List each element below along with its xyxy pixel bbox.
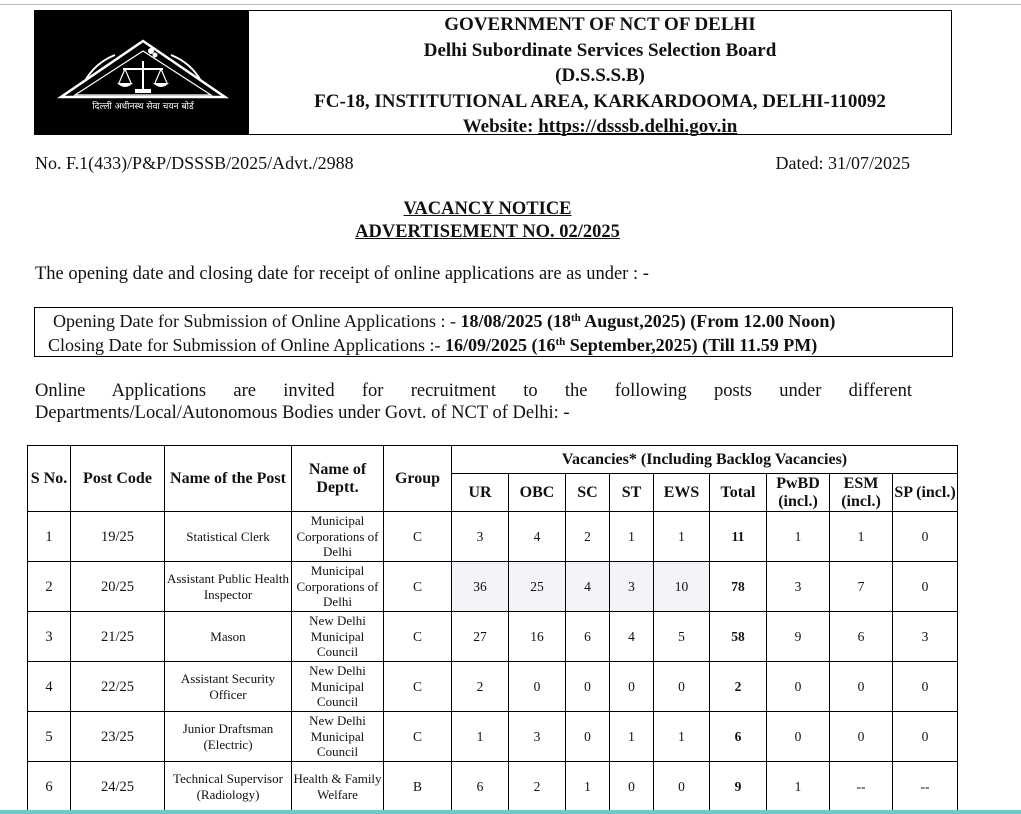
cell-obc: 4 (509, 512, 566, 562)
letterhead (34, 10, 952, 135)
cell-obc: 16 (509, 612, 566, 662)
vacancy-notice-title: VACANCY NOTICE (403, 199, 572, 219)
cell-sno: 6 (28, 762, 71, 812)
cell-sc: 0 (566, 662, 610, 712)
cell-ews: 1 (654, 512, 710, 562)
cell-esm: -- (830, 762, 893, 812)
cell-code: 22/25 (71, 662, 165, 712)
cell-sc: 0 (566, 712, 610, 762)
cell-sno: 4 (28, 662, 71, 712)
header-ews: EWS (654, 474, 710, 512)
cell-sp: 0 (893, 712, 958, 762)
cell-total: 11 (710, 512, 767, 562)
header-sp: SP (incl.) (893, 474, 958, 512)
cell-sno: 1 (28, 512, 71, 562)
header-total: Total (710, 474, 767, 512)
cell-pwbd: 1 (767, 762, 830, 812)
cell-st: 3 (610, 562, 654, 612)
vacancy-table (27, 445, 958, 812)
header-vacancies: Vacancies* (Including Backlog Vacancies) (452, 446, 958, 474)
cell-deptt: Health & Family Welfare (292, 762, 384, 812)
cell-total: 9 (710, 762, 767, 812)
notice-date: Dated: 31/07/2025 (775, 153, 910, 173)
header-post-code: Post Code (71, 446, 165, 512)
cell-st: 4 (610, 612, 654, 662)
cell-obc: 2 (509, 762, 566, 812)
board-name: Delhi Subordinate Services Selection Board (423, 39, 777, 61)
cell-code: 23/25 (71, 712, 165, 762)
cell-code: 21/25 (71, 612, 165, 662)
closing-date-row (35, 334, 952, 358)
cell-post: Technical Supervisor (Radiology) (165, 762, 292, 812)
cell-st: 1 (610, 512, 654, 562)
table-row (28, 662, 958, 712)
cell-esm: 0 (830, 662, 893, 712)
cell-pwbd: 0 (767, 712, 830, 762)
cell-ur: 1 (452, 712, 509, 762)
bottom-rule (0, 810, 1021, 814)
table-row (28, 762, 958, 812)
logo-motto: दिल्ली अधीनस्थ सेवा चयन बोर्ड (92, 102, 194, 112)
cell-st: 0 (610, 662, 654, 712)
cell-group: C (384, 562, 452, 612)
opening-label: Opening Date for Submission of Online Applications : - (53, 311, 456, 331)
cell-post: Mason (165, 612, 292, 662)
table-row (28, 562, 958, 612)
cell-deptt: Municipal Corporations of Delhi (292, 512, 384, 562)
invitation-paragraph (35, 380, 912, 424)
cell-group: C (384, 612, 452, 662)
cell-deptt: New Delhi Municipal Council (292, 662, 384, 712)
intro-text: The opening date and closing date for receipt of online applications are as under : - (35, 264, 649, 284)
header-st: ST (610, 474, 654, 512)
reference-number: No. F.1(433)/P&P/DSSSB/2025/Advt./2988 (35, 153, 354, 173)
header-group: Group (384, 446, 452, 512)
paragraph-line-1: Online Applications are invited for recruitment to the following posts under different (35, 381, 912, 401)
cell-obc: 25 (509, 562, 566, 612)
cell-total: 78 (710, 562, 767, 612)
cell-ews: 0 (654, 662, 710, 712)
cell-deptt: New Delhi Municipal Council (292, 712, 384, 762)
cell-post: Statistical Clerk (165, 512, 292, 562)
cell-pwbd: 0 (767, 662, 830, 712)
cell-ews: 5 (654, 612, 710, 662)
advertisement-number: ADVERTISEMENT NO. 02/2025 (355, 221, 620, 242)
header-sno: S No. (28, 446, 71, 512)
cell-post: Assistant Security Officer (165, 662, 292, 712)
cell-ur: 3 (452, 512, 509, 562)
board-address: FC-18, INSTITUTIONAL AREA, KARKARDOOMA, DELHI-110092 (314, 90, 886, 112)
website-link[interactable]: https://dsssb.delhi.gov.in (538, 116, 738, 137)
cell-sp: 0 (893, 662, 958, 712)
header-department: Name of Deptt. (292, 446, 384, 512)
cell-sno: 2 (28, 562, 71, 612)
website-line (249, 114, 951, 140)
application-dates-box (34, 307, 953, 357)
opening-date: 18/08/2025 (18th August,2025) (From 12.00 Noon) (460, 311, 836, 331)
cell-sp: -- (893, 762, 958, 812)
cell-total: 6 (710, 712, 767, 762)
cell-ur: 36 (452, 562, 509, 612)
letterhead-text (249, 11, 951, 137)
cell-ur: 27 (452, 612, 509, 662)
cell-pwbd: 9 (767, 612, 830, 662)
cell-group: C (384, 512, 452, 562)
vacancy-table-body (28, 512, 958, 812)
cell-st: 1 (610, 712, 654, 762)
cell-sp: 3 (893, 612, 958, 662)
govt-title: GOVERNMENT OF NCT OF DELHI (444, 14, 756, 35)
cell-post: Junior Draftsman (Electric) (165, 712, 292, 762)
header-esm: ESM (incl.) (830, 474, 893, 512)
cell-esm: 0 (830, 712, 893, 762)
cell-sc: 4 (566, 562, 610, 612)
cell-sc: 1 (566, 762, 610, 812)
dsssb-logo (35, 11, 249, 134)
paragraph-line-2: Departments/Local/Autonomous Bodies under Govt. of NCT of Delhi: - (35, 403, 570, 423)
cell-group: C (384, 662, 452, 712)
cell-sc: 6 (566, 612, 610, 662)
cell-deptt: Municipal Corporations of Delhi (292, 562, 384, 612)
cell-sp: 0 (893, 562, 958, 612)
opening-date-row (35, 310, 952, 334)
table-row (28, 712, 958, 762)
cell-esm: 1 (830, 512, 893, 562)
cell-code: 19/25 (71, 512, 165, 562)
cell-ur: 6 (452, 762, 509, 812)
cell-sc: 2 (566, 512, 610, 562)
cell-code: 24/25 (71, 762, 165, 812)
cell-obc: 3 (509, 712, 566, 762)
closing-label: Closing Date for Submission of Online Applications :- (48, 334, 441, 355)
cell-deptt: New Delhi Municipal Council (292, 612, 384, 662)
website-label: Website: (462, 116, 534, 137)
table-row (28, 512, 958, 562)
cell-group: C (384, 712, 452, 762)
cell-total: 58 (710, 612, 767, 662)
cell-ews: 0 (654, 762, 710, 812)
cell-code: 20/25 (71, 562, 165, 612)
header-post-name: Name of the Post (165, 446, 292, 512)
cell-st: 0 (610, 762, 654, 812)
cell-ews: 10 (654, 562, 710, 612)
cell-sno: 3 (28, 612, 71, 662)
cell-total: 2 (710, 662, 767, 712)
cell-ews: 1 (654, 712, 710, 762)
cell-esm: 6 (830, 612, 893, 662)
header-ur: UR (452, 474, 509, 512)
reference-line (35, 153, 910, 174)
cell-esm: 7 (830, 562, 893, 612)
cell-sp: 0 (893, 512, 958, 562)
header-sc: SC (566, 474, 610, 512)
top-rule (0, 4, 1021, 5)
header-obc: OBC (509, 474, 566, 512)
board-abbr: (D.S.S.S.B) (555, 65, 645, 86)
cell-group: B (384, 762, 452, 812)
header-pwbd: PwBD (incl.) (767, 474, 830, 512)
table-row (28, 612, 958, 662)
cell-obc: 0 (509, 662, 566, 712)
cell-ur: 2 (452, 662, 509, 712)
cell-post: Assistant Public Health Inspector (165, 562, 292, 612)
notice-heading (0, 198, 975, 243)
closing-date: 16/09/2025 (16th September,2025) (Till 11.59 PM) (444, 334, 818, 355)
cell-sno: 5 (28, 712, 71, 762)
cell-pwbd: 1 (767, 512, 830, 562)
cell-pwbd: 3 (767, 562, 830, 612)
